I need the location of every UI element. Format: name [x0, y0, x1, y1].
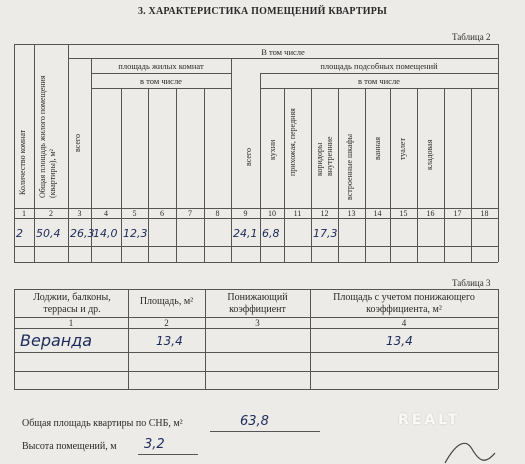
table3-col1-header: Лоджии, балконы, террасы и др.: [33, 292, 111, 315]
table2-colnum-6: 6: [160, 209, 164, 218]
hallway-header: прихожая, передняя: [288, 108, 297, 176]
rooms-count-header: Количество комнат: [18, 129, 27, 195]
table3-colnum-3: 3: [255, 318, 260, 328]
living-rooms-area-header: площадь жилых комнат: [118, 61, 204, 71]
table3-label: Таблица 3: [452, 278, 491, 288]
living-sub-header: в том числе: [140, 76, 182, 86]
table2-colnum-14: 14: [373, 209, 382, 218]
in-that-number-header: В том числе: [261, 47, 305, 57]
table2-colnum-1: 1: [22, 209, 26, 218]
table2-value-12: 17,3: [313, 227, 338, 240]
table3-colnum-4: 4: [401, 318, 407, 328]
table3-col2-header: Площадь, м²: [139, 296, 194, 307]
utility-total-header: всего: [244, 147, 253, 166]
table2-colnum-9: 9: [243, 209, 248, 218]
table2-value-9: 24,1: [233, 227, 258, 240]
table2-value-1: 2: [16, 227, 23, 240]
height-label: Высота помещений, м: [22, 441, 117, 452]
watermark: REALT: [398, 412, 461, 428]
table3-row-adjusted-area: 13,4: [386, 334, 413, 348]
total-living-area-header: Общая площадь жилого помещения (квартиры), м²: [38, 75, 57, 198]
kitchen-header: кухни: [268, 139, 277, 160]
signature-mark: [440, 435, 500, 464]
closets-header: встроенные шкафы: [345, 133, 354, 200]
table2-colnum-11: 11: [293, 209, 302, 218]
table2-label: Таблица 2: [452, 32, 491, 42]
table2-colnum-18: 18: [480, 209, 489, 218]
pantry-header: кладовая: [425, 139, 434, 170]
table2-colnum-17: 17: [453, 209, 462, 218]
table2-value-3: 26,3: [70, 227, 95, 240]
section-title: 3. ХАРАКТЕРИСТИКА ПОМЕЩЕНИЙ КВАРТИРЫ: [137, 6, 388, 17]
table2-colnum-4: 4: [104, 209, 108, 218]
corridors-header: коридоры внутренние: [315, 136, 334, 176]
table3-col3-header: Понижающий коэффициент: [227, 292, 288, 315]
utility-sub-header: в том числе: [358, 76, 400, 86]
table2-value-5: 12,3: [123, 227, 148, 240]
toilet-header: туалет: [398, 138, 407, 160]
table3-colnum-1: 1: [68, 318, 74, 328]
table2-value-10: 6,8: [262, 227, 280, 240]
total-area-label: Общая площадь квартиры по СНБ, м²: [22, 418, 183, 429]
living-total-header: всего: [73, 133, 82, 152]
table2-colnum-2: 2: [49, 209, 53, 218]
table2-colnum-10: 10: [268, 209, 276, 218]
table2-colnum-5: 5: [132, 209, 137, 218]
height-value: 3,2: [144, 437, 165, 452]
total-area-value: 63,8: [240, 414, 269, 429]
table2-colnum-13: 13: [347, 209, 356, 218]
table2-colnum-3: 3: [77, 209, 82, 218]
table2-colnum-16: 16: [426, 209, 435, 218]
table2-colnum-7: 7: [188, 209, 192, 218]
table3-colnum-2: 2: [164, 318, 169, 328]
table3-row-name: Веранда: [20, 331, 93, 350]
total-area-line: [210, 431, 320, 432]
table2-colnum-8: 8: [215, 209, 220, 218]
utility-area-header: площадь подсобных помещений: [320, 61, 438, 71]
table2-colnum-12: 12: [320, 209, 329, 218]
height-line: [138, 454, 198, 455]
table3-col4-header: Площадь с учетом понижающего коэффициента, м²: [333, 292, 475, 315]
table2-value-2: 50,4: [36, 227, 61, 240]
table3-row-area: 13,4: [156, 334, 183, 348]
table2-value-4: 14,0: [93, 227, 118, 240]
table2-colnum-15: 15: [399, 209, 408, 218]
bathroom-header: ванная: [373, 136, 382, 160]
